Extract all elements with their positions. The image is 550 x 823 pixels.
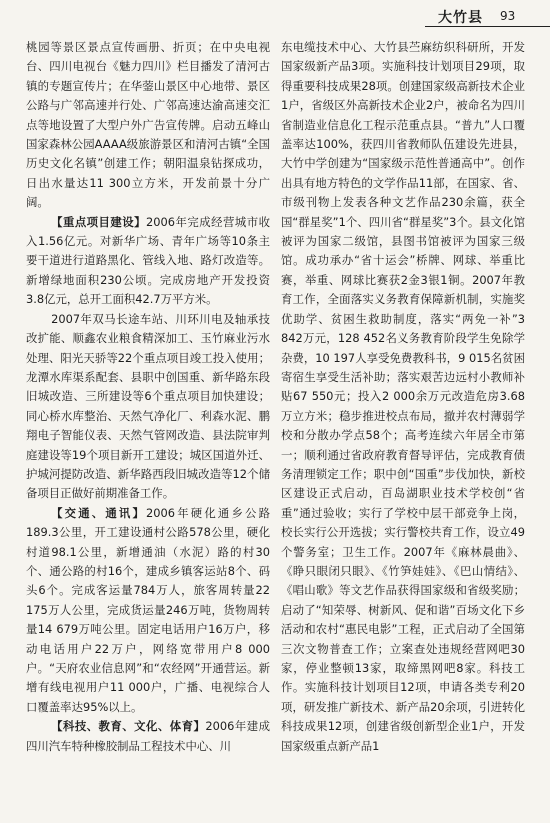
section-heading-transport-telecom: 【交通、通讯】 xyxy=(51,505,147,520)
page-header xyxy=(0,0,550,30)
county-title: 大竹县 xyxy=(438,10,483,26)
section-body-transport-telecom: 2006年硬化通乡公路189.3公里，开工建设通村公路578公里，硬化村道98.1公里，新增通油（水泥）路的村30个、通公路的村16个，建成乡镇客运站8个、码头6个。完成客运量784万人，旅客周转量22 175万人公里，完成货运量246万吨，货物周转量14 679万吨公里。固定电话用户16万户，移动电话用户22万户，网络宽带用户8 000户。“天府农业信息网”和“农经网”开通营运。新增有线电视用户11 000户，广播、电视综合人口覆盖率达95%以上。 xyxy=(26,505,270,714)
right-column xyxy=(281,38,525,756)
page-number: 93 xyxy=(500,9,516,23)
paragraph-tourism-continued: 桃园等景区景点宣传画册、折页；在中央电视台、四川电视台《魅力四川》栏目播发了清河古镇的专题宣传片；在华蓥山景区中心地带、景区公路与广邻高速并行处、广邻高速达渝高速交汇点等地设置了大型户外广告宣传牌。启动五峰山国家森林公园AAAA级旅游景区和清河古镇“全国历史文化名镇”创建工作；朝阳温泉钻探成功，日出水量达11 300立方米，开发前景十分广阔。 xyxy=(26,40,270,210)
section-key-projects xyxy=(26,213,270,310)
left-column xyxy=(26,38,270,756)
paragraph-science-education-continued: 东电缆技术中心、大竹县苎麻纺织科研所，开发国家级新产品3项。实施科技计划项目29项，取得重要科技成果28项。创建国家级高新技术企业1户，省级区外高新技术企业2户，被命名为四川省制造业信息化工程示范重点县。“普九”人口覆盖率达100%，获四川省教师队伍建设先进县，大竹中学创建为“国家级示范性普通高中”。创作出具有地方特色的文学作品11部，在国家、省、市级刊物上发表各种文艺作品230余篇，获全国“群星奖”1个、四川省“群星奖”3个。县文化馆被评为国家二级馆，县图书馆被评为国家三级馆。成功承办“省十运会”桥牌、网球、举重比赛，举重、网球比赛获2金3银1铜。2007年教育工作，全面落实义务教育保障新机制，实施奖优助学、贫困生救助制度，落实“两免一补”3 842万元，128 452名义务教育阶段学生免除学杂费，10 197人享受免费教科书，9 015名贫困寄宿生享受生活补助；落实艰苦边远村小教师补贴67 550元；投入2 000余万元改造危房3.68万立方米；稳步推进校点布局，撤并农村薄弱学校和分散办学点58个；高考连续六年居全市第一；顺利通过省政府教育督导评估，完成教育债务清理锁定工作；职中创“国重”步伐加快，新校区建设正式启动，百岛湖职业技术学校创“省重”通过验收；实行了学校中层干部竞争上岗，校长实行公开选拔；实行警校共育工作，设立49个警务室；卫生工作。2007年《麻林晨曲》、《睁只眼闭只眼》、《竹笋娃娃》、《巴山情结》、《唱山歌》等文艺作品获得国家级和省级奖励；启动了“知荣辱、树新风、促和谐”百场文化下乡活动和农村“惠民电影”工程，正式启动了全国第三次文物普查工作；立案查处违规经营网吧30家，停业整顿13家，取缔黑网吧8家。科技工作。实施科技计划项目12项，申请各类专利20项，研发推广新技术、新产品20余项，引进转化科技成果12项，创建省级创新型企业1户，开发国家级重点新产品1 xyxy=(281,40,525,753)
section-heading-key-projects: 【重点项目建设】 xyxy=(51,214,147,229)
section-body-key-projects: 2006年完成经营城市收入1.56亿元。对新华广场、青年广场等10条主要干道进行道路黑化、管线入地、路灯改造等。新增绿地面积230公顷。完成房地产开发投资3.8亿元，总开工面积42.7万平方米。 xyxy=(26,214,270,307)
section-body-science-education: 2006年建成四川汽车特种橡胶制品工程技术中心、川 xyxy=(26,719,270,753)
section-transport-telecom xyxy=(26,504,270,717)
section-heading-science-education: 【科技、教育、文化、体育】 xyxy=(51,719,206,734)
paragraph-2007-projects: 2007年双马长途车站、川环川电及轴承技改扩能、顺鑫农业粮食精深加工、玉竹麻业污水处理、阳光天骄等22个重点项目竣工投入使用；龙潭水库渠系配套、县职中创国重、新华路东段旧城改造、三所建设等6个重点项目加快建设；同心桥水库整治、天然气净化厂、利森水泥、鹏翔电子智能仪表、天然气管网改造、县法院审判庭建设等19个项目新开工建设；城区国道外迁、护城河提防改造、新华路西段旧城改造等12个储备项目正做好前期准备工作。 xyxy=(26,311,270,501)
section-science-education xyxy=(26,717,270,756)
